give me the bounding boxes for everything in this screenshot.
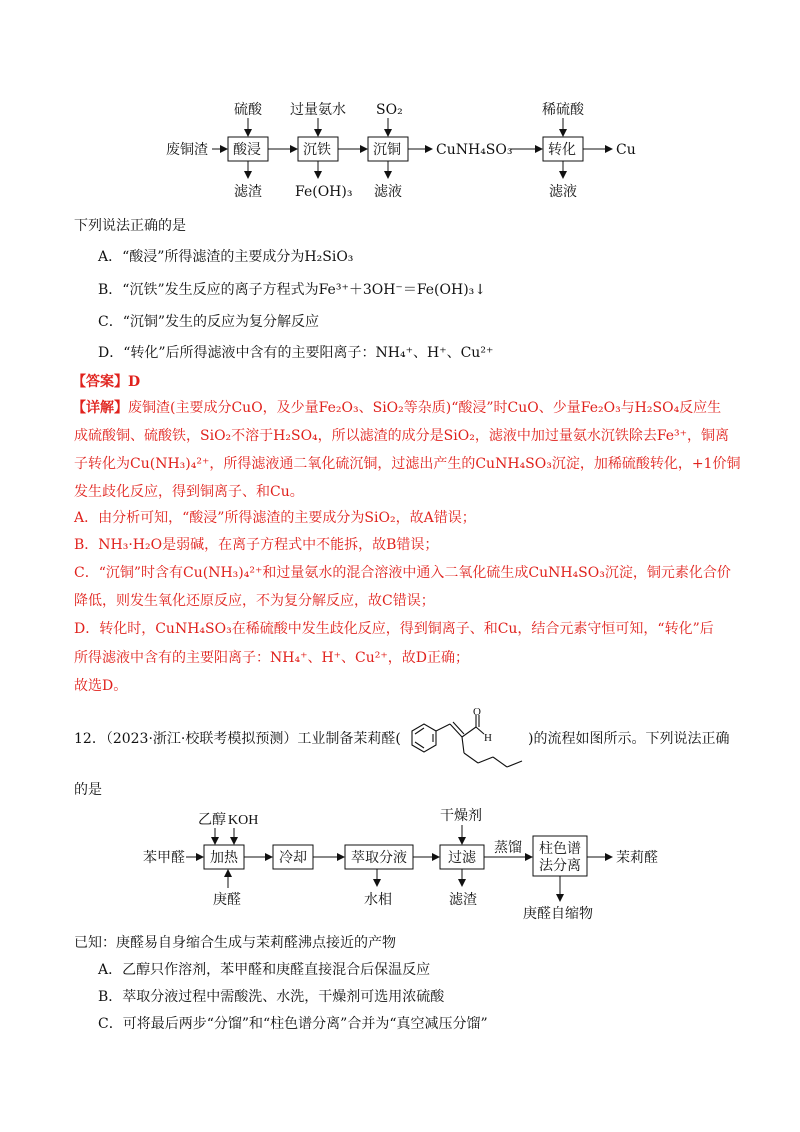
flow2-byproduct: 庚醛自缩物 (523, 906, 593, 922)
flow1-box-label: 沉铜 (373, 142, 401, 158)
answer-label: 【答案】 (72, 374, 128, 390)
analysis-line: 发生歧化反应，得到铜离子、和Cu。 (74, 484, 304, 500)
flow2-box-label: 萃取分液 (351, 850, 407, 866)
molecule-hydrogen-label: H (484, 732, 492, 744)
flow2-bottom-heptanal: 庚醛 (213, 892, 241, 908)
flow2-box-label: 法分离 (539, 858, 581, 874)
flow2-start: 苯甲醛 (143, 850, 185, 866)
flow2-box-label: 柱色谱 (539, 841, 581, 857)
flow1-bottom-label: 滤液 (549, 184, 577, 200)
flow2-box-label: 加热 (210, 850, 238, 866)
analysis-label: 【详解】 (72, 400, 128, 416)
analysis-line (72, 398, 721, 418)
flow2-top-koh: KOH (228, 813, 259, 828)
analysis-line: D．转化时，CuNH₄SO₃在稀硫酸中发生歧化反应，得到铜离子、和Cu，结合元素守恒可知，“转化”后 (74, 621, 714, 637)
flow1-start: 废铜渣 (166, 142, 208, 158)
flow1-box-label: 转化 (548, 142, 576, 158)
flow2-aqueous: 水相 (364, 892, 392, 908)
analysis-line: 所得滤液中含有的主要阳离子：NH₄⁺、H⁺、Cu²⁺，故D正确； (74, 650, 470, 666)
analysis-line: B．NH₃·H₂O是弱碱，在离子方程式中不能拆，故B错误； (74, 537, 439, 553)
answer-value: D (128, 374, 141, 390)
q11-option-a: A．“酸浸”所得滤渣的主要成分为H₂SiO₃ (98, 249, 354, 265)
analysis-line: C．“沉铜”时含有Cu(NH₃)₄²⁺和过量氨水的混合溶液中通入二氧化硫生成CuNH₄SO₃沉淀，铜元素化合价 (74, 565, 731, 581)
q12-stem-tail2: 的是 (74, 782, 102, 798)
q12-header (74, 729, 401, 749)
flow1-mid-product: CuNH₄SO₃ (436, 142, 513, 158)
molecule-oxygen-label: O (473, 707, 481, 718)
flow-diagram-1 (0, 0, 800, 210)
flow1-box-label: 沉铁 (303, 142, 331, 158)
q11-option-d: D．“转化”后所得滤液中含有的主要阳离子：NH₄⁺、H⁺、Cu²⁺ (98, 345, 494, 361)
flow2-end: 茉莉醛 (616, 850, 658, 866)
q12-known: 已知：庚醛易自身缩合生成与茉莉醛沸点接近的产物 (74, 935, 396, 951)
flow1-bottom-label: 滤液 (374, 184, 402, 200)
flow2-residue: 滤渣 (449, 892, 477, 908)
analysis-line: 故选D。 (74, 678, 128, 694)
flow1-top-label: 硫酸 (234, 102, 262, 118)
q12-option-b: B．萃取分液过程中需酸洗、水洗，干燥剂可选用浓硫酸 (98, 989, 445, 1005)
flow-diagram-2 (0, 800, 800, 930)
analysis-line: A．由分析可知，“酸浸”所得滤渣的主要成分为SiO₂，故A错误； (74, 510, 476, 526)
q12-stem-tail: )的流程如图所示。下列说法正确 (528, 731, 730, 747)
analysis-line: 子转化为Cu(NH₃)₄²⁺，所得滤液通二氧化硫沉铜，过滤出产生的CuNH₄SO₃沉淀，加稀硫酸转化，+1价铜 (74, 456, 741, 472)
flow2-top-desiccant: 干燥剂 (440, 808, 482, 824)
analysis-line: 降低，则发生氧化还原反应，不为复分解反应，故C错误； (74, 593, 435, 609)
q12-option-a: A．乙醇只作溶剂，苯甲醛和庚醛直接混合后保温反应 (98, 962, 431, 978)
flow1-top-label: 过量氨水 (290, 102, 346, 118)
q11-option-c: C．“沉铜”发生的反应为复分解反应 (98, 314, 320, 330)
analysis-text: 废铜渣(主要成分CuO，及少量Fe₂O₃、SiO₂等杂质)“酸浸”时CuO、少量Fe₂O₃与H₂SO₄反应生 (128, 400, 722, 416)
q11-option-b: B．“沉铁”发生反应的离子方程式为Fe³⁺＋3OH⁻＝Fe(OH)₃↓ (98, 282, 487, 298)
flow2-distill: 蒸馏 (494, 840, 522, 856)
answer-line (72, 372, 140, 392)
analysis-line: 成硫酸铜、硫酸铁，SiO₂不溶于H₂SO₄，所以滤渣的成分是SiO₂，滤液中加过量氨水沉铁除去Fe³⁺，铜离 (74, 428, 730, 444)
flow2-top-ethanol: 乙醇 (198, 812, 226, 828)
q12-source: （2023·浙江·校联考模拟预测）工业制备茉莉醛( (105, 731, 401, 747)
flow1-top-label: 稀硫酸 (542, 102, 584, 118)
q12-option-c: C．可将最后两步“分馏”和“柱色谱分离”合并为“真空减压分馏” (98, 1016, 488, 1032)
flow2-box-label: 冷却 (279, 850, 307, 866)
flow1-end: Cu (616, 142, 636, 158)
q12-number: 12． (74, 731, 106, 747)
flow1-bottom-label: 滤渣 (234, 184, 262, 200)
flow1-bottom-label: Fe(OH)₃ (295, 184, 353, 200)
jasmine-aldehyde-structure-icon (398, 707, 528, 779)
q11-stem: 下列说法正确的是 (74, 218, 186, 234)
flow2-box-label: 过滤 (448, 850, 476, 866)
flow1-box-label: 酸浸 (233, 142, 261, 158)
flow1-top-label: SO₂ (376, 102, 403, 118)
